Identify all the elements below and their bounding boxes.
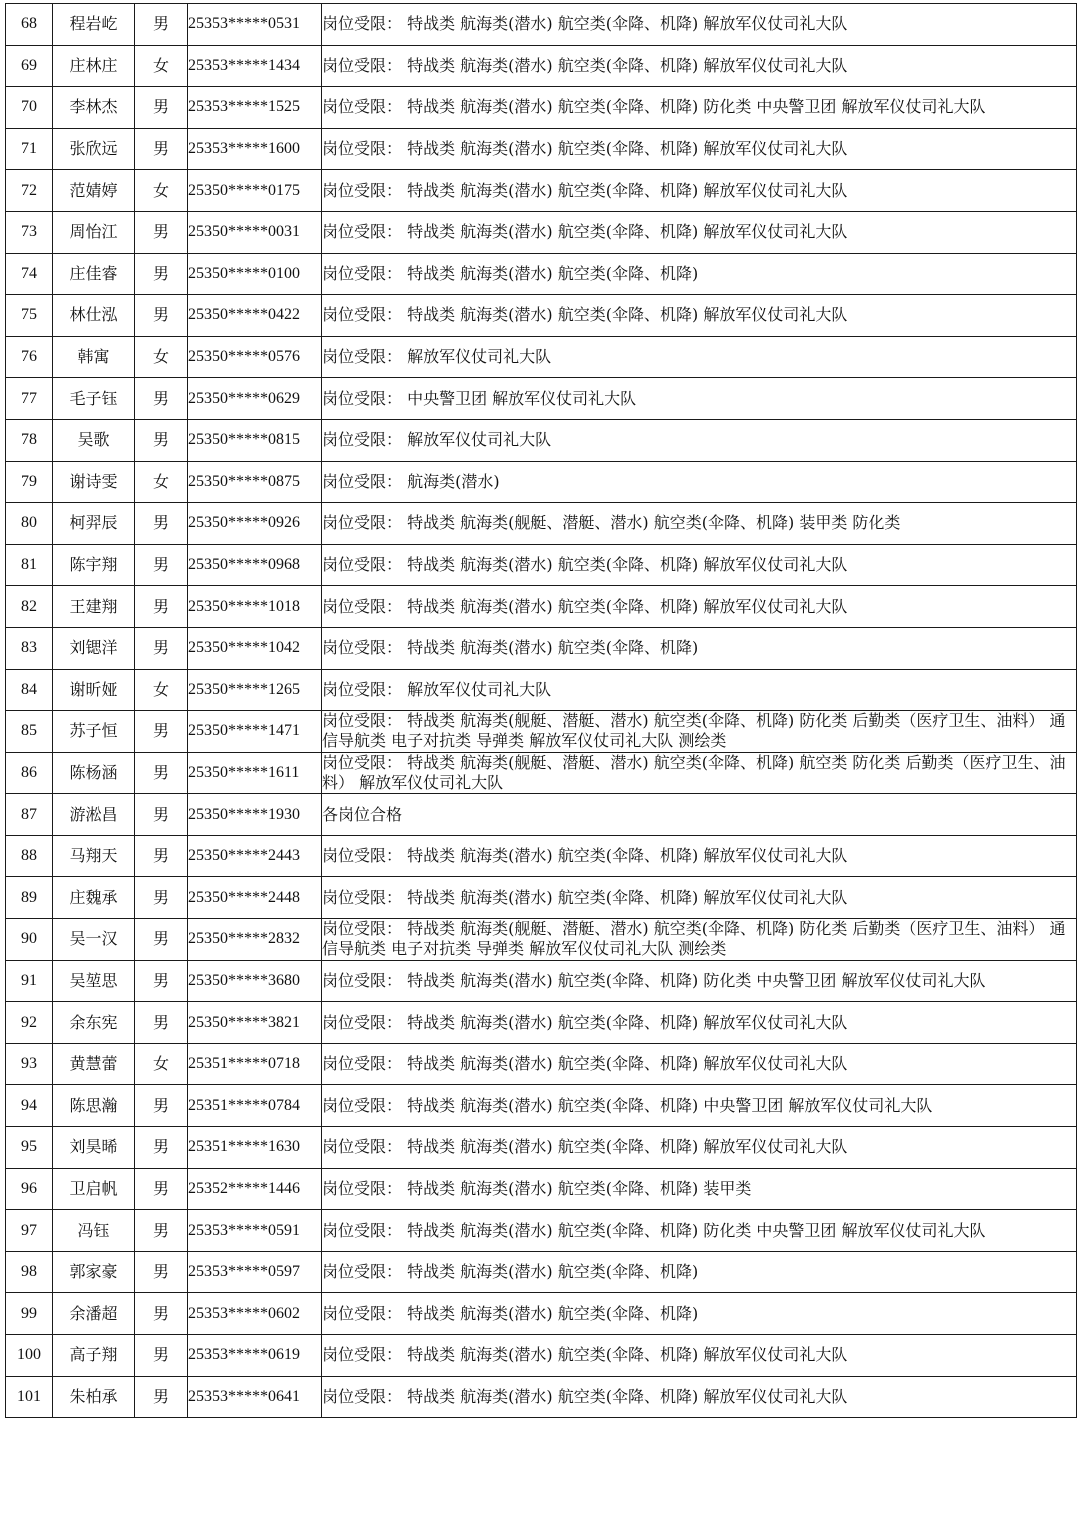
row-number: 84 — [6, 669, 53, 711]
table-row — [6, 170, 1077, 212]
id-number: 25353*****0602 — [188, 1293, 322, 1335]
table-row — [6, 253, 1077, 295]
person-name: 卫启帆 — [53, 1168, 135, 1210]
id-number: 25353*****0641 — [188, 1376, 322, 1418]
table-row — [6, 586, 1077, 628]
id-number: 25353*****1525 — [188, 87, 322, 129]
id-number: 25350*****1265 — [188, 669, 322, 711]
row-number: 87 — [6, 794, 53, 836]
post-restriction: 岗位受限： 特战类 航海类(舰艇、潜艇、潜水) 航空类(伞降、机降) 装甲类 防化类 — [322, 503, 1077, 545]
person-name: 周怡江 — [53, 211, 135, 253]
gender-cell: 男 — [135, 1335, 188, 1377]
gender-cell: 男 — [135, 1376, 188, 1418]
post-restriction: 岗位受限： 特战类 航海类(潜水) 航空类(伞降、机降) 解放军仪仗司礼大队 — [322, 211, 1077, 253]
post-restriction: 岗位受限： 特战类 航海类(舰艇、潜艇、潜水) 航空类(伞降、机降) 防化类 后勤类（医疗卫生、油料） 通信导航类 电子对抗类 导弹类 解放军仪仗司礼大队 测绘类 — [322, 919, 1077, 961]
id-number: 25353*****1434 — [188, 45, 322, 87]
row-number: 83 — [6, 627, 53, 669]
roster-body — [6, 4, 1077, 1418]
id-number: 25350*****1471 — [188, 711, 322, 753]
table-row — [6, 4, 1077, 46]
gender-cell: 男 — [135, 87, 188, 129]
row-number: 79 — [6, 461, 53, 503]
table-row — [6, 669, 1077, 711]
post-restriction: 岗位受限： 特战类 航海类(潜水) 航空类(伞降、机降) 解放军仪仗司礼大队 — [322, 1335, 1077, 1377]
row-number: 71 — [6, 128, 53, 170]
post-restriction: 岗位受限： 特战类 航海类(潜水) 航空类(伞降、机降) 解放军仪仗司礼大队 — [322, 45, 1077, 87]
person-name: 苏子恒 — [53, 711, 135, 753]
id-number: 25350*****1930 — [188, 794, 322, 836]
person-name: 庄佳睿 — [53, 253, 135, 295]
gender-cell: 男 — [135, 1293, 188, 1335]
gender-cell: 男 — [135, 4, 188, 46]
person-name: 陈思瀚 — [53, 1085, 135, 1127]
gender-cell: 女 — [135, 669, 188, 711]
row-number: 80 — [6, 503, 53, 545]
table-row — [6, 1210, 1077, 1252]
post-restriction: 岗位受限： 特战类 航海类(潜水) 航空类(伞降、机降) 中央警卫团 解放军仪仗司礼大队 — [322, 1085, 1077, 1127]
post-restriction: 岗位受限： 解放军仪仗司礼大队 — [322, 669, 1077, 711]
table-row — [6, 1168, 1077, 1210]
id-number: 25350*****0875 — [188, 461, 322, 503]
id-number: 25350*****3821 — [188, 1002, 322, 1044]
gender-cell: 男 — [135, 1168, 188, 1210]
gender-cell: 男 — [135, 794, 188, 836]
gender-cell: 女 — [135, 1043, 188, 1085]
post-restriction: 岗位受限： 特战类 航海类(潜水) 航空类(伞降、机降) 防化类 中央警卫团 解放军仪仗司礼大队 — [322, 87, 1077, 129]
table-row — [6, 503, 1077, 545]
table-row — [6, 211, 1077, 253]
person-name: 余东宪 — [53, 1002, 135, 1044]
gender-cell: 男 — [135, 253, 188, 295]
person-name: 程岩屹 — [53, 4, 135, 46]
post-restriction: 岗位受限： 特战类 航海类(潜水) 航空类(伞降、机降) 解放军仪仗司礼大队 — [322, 1043, 1077, 1085]
post-restriction: 岗位受限： 特战类 航海类(潜水) 航空类(伞降、机降) 防化类 中央警卫团 解放军仪仗司礼大队 — [322, 1210, 1077, 1252]
person-name: 吴堃思 — [53, 960, 135, 1002]
id-number: 25350*****0629 — [188, 378, 322, 420]
gender-cell: 男 — [135, 835, 188, 877]
table-row — [6, 419, 1077, 461]
id-number: 25352*****1446 — [188, 1168, 322, 1210]
person-name: 吴歌 — [53, 419, 135, 461]
row-number: 88 — [6, 835, 53, 877]
person-name: 吴一汉 — [53, 919, 135, 961]
gender-cell: 男 — [135, 711, 188, 753]
row-number: 81 — [6, 544, 53, 586]
table-row — [6, 87, 1077, 129]
gender-cell: 女 — [135, 461, 188, 503]
row-number: 94 — [6, 1085, 53, 1127]
table-row — [6, 960, 1077, 1002]
roster-table — [5, 3, 1077, 1418]
person-name: 高子翔 — [53, 1335, 135, 1377]
gender-cell: 男 — [135, 128, 188, 170]
row-number: 90 — [6, 919, 53, 961]
person-name: 林仕泓 — [53, 295, 135, 337]
row-number: 99 — [6, 1293, 53, 1335]
post-restriction: 岗位受限： 特战类 航海类(舰艇、潜艇、潜水) 航空类(伞降、机降) 防化类 后勤类（医疗卫生、油料） 通信导航类 电子对抗类 导弹类 解放军仪仗司礼大队 测绘类 — [322, 711, 1077, 753]
post-restriction: 岗位受限： 特战类 航海类(潜水) 航空类(伞降、机降) 装甲类 — [322, 1168, 1077, 1210]
id-number: 25350*****0031 — [188, 211, 322, 253]
row-number: 70 — [6, 87, 53, 129]
gender-cell: 男 — [135, 1251, 188, 1293]
row-number: 77 — [6, 378, 53, 420]
table-row — [6, 1335, 1077, 1377]
gender-cell: 男 — [135, 295, 188, 337]
row-number: 82 — [6, 586, 53, 628]
id-number: 25353*****0591 — [188, 1210, 322, 1252]
post-restriction: 岗位受限： 解放军仪仗司礼大队 — [322, 419, 1077, 461]
row-number: 72 — [6, 170, 53, 212]
id-number: 25350*****3680 — [188, 960, 322, 1002]
person-name: 庄林庄 — [53, 45, 135, 87]
post-restriction: 岗位受限： 特战类 航海类(潜水) 航空类(伞降、机降) 解放军仪仗司礼大队 — [322, 835, 1077, 877]
person-name: 范婧婷 — [53, 170, 135, 212]
person-name: 陈杨涵 — [53, 752, 135, 794]
gender-cell: 女 — [135, 336, 188, 378]
person-name: 刘昊晞 — [53, 1127, 135, 1169]
post-restriction: 各岗位合格 — [322, 794, 1077, 836]
row-number: 92 — [6, 1002, 53, 1044]
table-row — [6, 1293, 1077, 1335]
id-number: 25350*****0175 — [188, 170, 322, 212]
id-number: 25353*****0531 — [188, 4, 322, 46]
person-name: 庄魏承 — [53, 877, 135, 919]
id-number: 25350*****0926 — [188, 503, 322, 545]
table-row — [6, 919, 1077, 961]
person-name: 郭家豪 — [53, 1251, 135, 1293]
post-restriction: 岗位受限： 特战类 航海类(潜水) 航空类(伞降、机降) 解放军仪仗司礼大队 — [322, 877, 1077, 919]
table-row — [6, 461, 1077, 503]
person-name: 李林杰 — [53, 87, 135, 129]
person-name: 刘锶洋 — [53, 627, 135, 669]
person-name: 谢昕娅 — [53, 669, 135, 711]
post-restriction: 岗位受限： 特战类 航海类(潜水) 航空类(伞降、机降) 解放军仪仗司礼大队 — [322, 4, 1077, 46]
table-row — [6, 752, 1077, 794]
post-restriction: 岗位受限： 特战类 航海类(潜水) 航空类(伞降、机降) — [322, 1293, 1077, 1335]
person-name: 张欣远 — [53, 128, 135, 170]
id-number: 25351*****1630 — [188, 1127, 322, 1169]
table-row — [6, 877, 1077, 919]
row-number: 78 — [6, 419, 53, 461]
gender-cell: 男 — [135, 1085, 188, 1127]
post-restriction: 岗位受限： 特战类 航海类(潜水) 航空类(伞降、机降) 防化类 中央警卫团 解放军仪仗司礼大队 — [322, 960, 1077, 1002]
id-number: 25350*****0576 — [188, 336, 322, 378]
gender-cell: 男 — [135, 419, 188, 461]
person-name: 柯羿辰 — [53, 503, 135, 545]
gender-cell: 女 — [135, 45, 188, 87]
post-restriction: 岗位受限： 特战类 航海类(潜水) 航空类(伞降、机降) 解放军仪仗司礼大队 — [322, 170, 1077, 212]
gender-cell: 男 — [135, 211, 188, 253]
post-restriction: 岗位受限： 特战类 航海类(潜水) 航空类(伞降、机降) 解放军仪仗司礼大队 — [322, 128, 1077, 170]
post-restriction: 岗位受限： 解放军仪仗司礼大队 — [322, 336, 1077, 378]
person-name: 毛子钰 — [53, 378, 135, 420]
id-number: 25350*****0422 — [188, 295, 322, 337]
id-number: 25350*****1018 — [188, 586, 322, 628]
post-restriction: 岗位受限： 特战类 航海类(潜水) 航空类(伞降、机降) 解放军仪仗司礼大队 — [322, 1127, 1077, 1169]
row-number: 73 — [6, 211, 53, 253]
table-row — [6, 128, 1077, 170]
table-row — [6, 1251, 1077, 1293]
table-row — [6, 378, 1077, 420]
table-row — [6, 711, 1077, 753]
row-number: 86 — [6, 752, 53, 794]
id-number: 25350*****2443 — [188, 835, 322, 877]
gender-cell: 男 — [135, 960, 188, 1002]
person-name: 余潘超 — [53, 1293, 135, 1335]
post-restriction: 岗位受限： 航海类(潜水) — [322, 461, 1077, 503]
gender-cell: 女 — [135, 170, 188, 212]
gender-cell: 男 — [135, 752, 188, 794]
id-number: 25350*****0968 — [188, 544, 322, 586]
row-number: 91 — [6, 960, 53, 1002]
gender-cell: 男 — [135, 919, 188, 961]
person-name: 陈宇翔 — [53, 544, 135, 586]
table-row — [6, 1002, 1077, 1044]
person-name: 游淞昌 — [53, 794, 135, 836]
gender-cell: 男 — [135, 586, 188, 628]
id-number: 25350*****1042 — [188, 627, 322, 669]
row-number: 95 — [6, 1127, 53, 1169]
person-name: 王建翔 — [53, 586, 135, 628]
table-row — [6, 544, 1077, 586]
post-restriction: 岗位受限： 特战类 航海类(潜水) 航空类(伞降、机降) 解放军仪仗司礼大队 — [322, 1002, 1077, 1044]
table-row — [6, 794, 1077, 836]
gender-cell: 男 — [135, 627, 188, 669]
table-row — [6, 295, 1077, 337]
person-name: 朱柏承 — [53, 1376, 135, 1418]
person-name: 谢诗雯 — [53, 461, 135, 503]
row-number: 100 — [6, 1335, 53, 1377]
person-name: 冯钰 — [53, 1210, 135, 1252]
gender-cell: 男 — [135, 544, 188, 586]
person-name: 马翔天 — [53, 835, 135, 877]
table-row — [6, 1043, 1077, 1085]
id-number: 25353*****1600 — [188, 128, 322, 170]
id-number: 25351*****0718 — [188, 1043, 322, 1085]
gender-cell: 男 — [135, 378, 188, 420]
row-number: 68 — [6, 4, 53, 46]
person-name: 黄慧蕾 — [53, 1043, 135, 1085]
id-number: 25350*****0815 — [188, 419, 322, 461]
table-row — [6, 45, 1077, 87]
post-restriction: 岗位受限： 特战类 航海类(潜水) 航空类(伞降、机降) — [322, 627, 1077, 669]
row-number: 74 — [6, 253, 53, 295]
gender-cell: 男 — [135, 1210, 188, 1252]
post-restriction: 岗位受限： 特战类 航海类(舰艇、潜艇、潜水) 航空类(伞降、机降) 航空类 防化类 后勤类（医疗卫生、油料） 解放军仪仗司礼大队 — [322, 752, 1077, 794]
post-restriction: 岗位受限： 特战类 航海类(潜水) 航空类(伞降、机降) 解放军仪仗司礼大队 — [322, 544, 1077, 586]
id-number: 25350*****2832 — [188, 919, 322, 961]
post-restriction: 岗位受限： 特战类 航海类(潜水) 航空类(伞降、机降) 解放军仪仗司礼大队 — [322, 1376, 1077, 1418]
row-number: 97 — [6, 1210, 53, 1252]
post-restriction: 岗位受限： 特战类 航海类(潜水) 航空类(伞降、机降) — [322, 253, 1077, 295]
table-row — [6, 1127, 1077, 1169]
row-number: 89 — [6, 877, 53, 919]
id-number: 25353*****0619 — [188, 1335, 322, 1377]
row-number: 101 — [6, 1376, 53, 1418]
row-number: 75 — [6, 295, 53, 337]
id-number: 25353*****0597 — [188, 1251, 322, 1293]
gender-cell: 男 — [135, 1127, 188, 1169]
table-row — [6, 835, 1077, 877]
row-number: 69 — [6, 45, 53, 87]
table-row — [6, 1085, 1077, 1127]
id-number: 25351*****0784 — [188, 1085, 322, 1127]
post-restriction: 岗位受限： 特战类 航海类(潜水) 航空类(伞降、机降) 解放军仪仗司礼大队 — [322, 586, 1077, 628]
post-restriction: 岗位受限： 特战类 航海类(潜水) 航空类(伞降、机降) — [322, 1251, 1077, 1293]
gender-cell: 男 — [135, 503, 188, 545]
table-row — [6, 627, 1077, 669]
gender-cell: 男 — [135, 1002, 188, 1044]
id-number: 25350*****1611 — [188, 752, 322, 794]
post-restriction: 岗位受限： 特战类 航海类(潜水) 航空类(伞降、机降) 解放军仪仗司礼大队 — [322, 295, 1077, 337]
id-number: 25350*****0100 — [188, 253, 322, 295]
row-number: 96 — [6, 1168, 53, 1210]
row-number: 98 — [6, 1251, 53, 1293]
gender-cell: 男 — [135, 877, 188, 919]
row-number: 93 — [6, 1043, 53, 1085]
id-number: 25350*****2448 — [188, 877, 322, 919]
post-restriction: 岗位受限： 中央警卫团 解放军仪仗司礼大队 — [322, 378, 1077, 420]
table-row — [6, 336, 1077, 378]
row-number: 76 — [6, 336, 53, 378]
person-name: 韩寓 — [53, 336, 135, 378]
row-number: 85 — [6, 711, 53, 753]
table-row — [6, 1376, 1077, 1418]
